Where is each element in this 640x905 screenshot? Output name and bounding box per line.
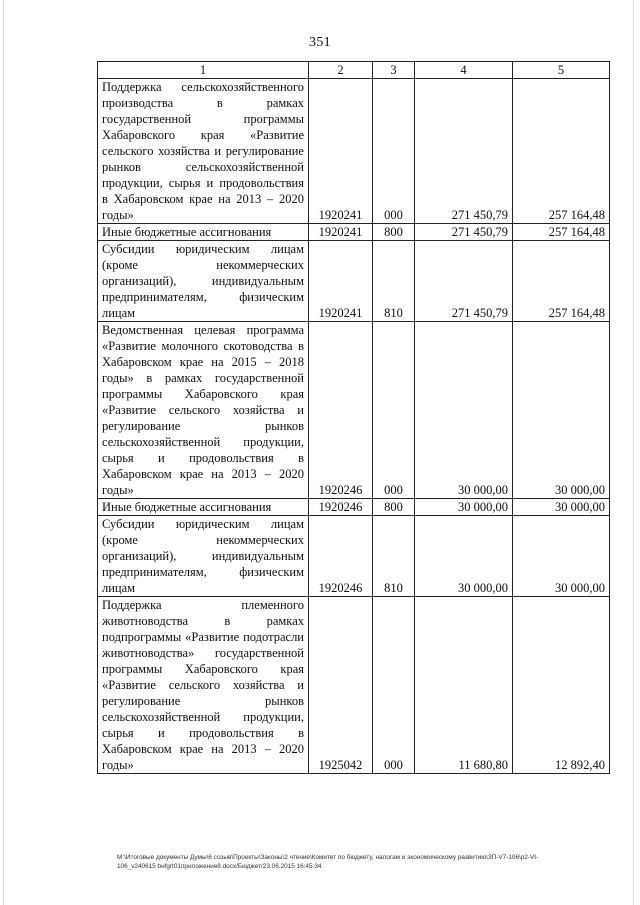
row-sum-1: 11 680,80 [415,597,513,774]
row-name: Иные бюджетные ассигнования [98,224,309,241]
row-code: 1925042 [309,597,373,774]
table-row [98,597,610,774]
row-code: 1920246 [309,499,373,516]
row-code: 1920246 [309,516,373,597]
footer-path-line-2: 106_v240615 bнfgrt01приложение8.docx/Бюджет/23.06.2015 16:45:34 [117,863,322,870]
table-row [98,79,610,224]
page-number: 351 [309,35,331,50]
scan-edge-left [3,0,4,905]
row-name: Субсидии юридическим лицам (кроме некоммерческих организаций), индивидуальным предпринимателям, физическим лицам [98,241,309,322]
row-sum-2: 257 164,48 [513,241,610,322]
footer-path-line-1: М:\Итоговые документы Думы\6 созыв\Проекты\Законы\2 чтение\Комитет по бюджету, налогам и экономическому развитию\ЗП-V7-106\р2-VI- [117,854,539,861]
row-sum-1: 271 450,79 [415,79,513,224]
row-sum-1: 271 450,79 [415,241,513,322]
table-row [98,499,610,516]
row-sum-2: 30 000,00 [513,499,610,516]
row-sum-2: 12 892,40 [513,597,610,774]
row-name: Иные бюджетные ассигнования [98,499,309,516]
row-type: 810 [373,241,415,322]
table-row [98,516,610,597]
row-type: 000 [373,79,415,224]
row-name: Субсидии юридическим лицам (кроме некоммерческих организаций), индивидуальным предпринимателям, физическим лицам [98,516,309,597]
budget-table [97,61,610,774]
table-header-row [98,62,610,79]
row-name: Поддержка сельскохозяйственного производства в рамках государственной программы Хабаровского края «Развитие сельского хозяйства и регулирование рынков сельскохозяйственной продукции, сырья и продовольствия в Хабаровском крае на 2013 – 2020 годы» [98,79,309,224]
row-sum-2: 30 000,00 [513,516,610,597]
header-col-2: 2 [309,62,373,79]
table-row [98,224,610,241]
header-col-3: 3 [373,62,415,79]
row-code: 1920241 [309,79,373,224]
header-col-1: 1 [98,62,309,79]
row-type: 000 [373,322,415,499]
row-name: Поддержка племенного животноводства в рамках подпрограммы «Развитие подотрасли животноводства» государственной программы Хабаровского края «Развитие сельского хозяйства и регулирование рынков сельскохозяйственной продукции, сырья и продовольствия в Хабаровском крае на 2013 – 2020 годы» [98,597,309,774]
table-row [98,241,610,322]
row-sum-2: 30 000,00 [513,322,610,499]
row-sum-1: 271 450,79 [415,224,513,241]
row-name: Ведомственная целевая программа «Развитие молочного скотоводства в Хабаровском крае на 2015 – 2018 годы» в рамках государственной программы Хабаровского края «Развитие сельского хозяйства и регулирование рынков сельскохозяйственной продукции, сырья и продовольствия в Хабаровском крае на 2013 – 2020 годы» [98,322,309,499]
row-sum-1: 30 000,00 [415,322,513,499]
row-code: 1920241 [309,241,373,322]
row-sum-1: 30 000,00 [415,499,513,516]
scan-edge-right [633,0,634,905]
table-row [98,322,610,499]
row-code: 1920246 [309,322,373,499]
header-col-5: 5 [513,62,610,79]
row-sum-1: 30 000,00 [415,516,513,597]
header-col-4: 4 [415,62,513,79]
row-type: 000 [373,597,415,774]
document-footer [117,853,622,871]
row-sum-2: 257 164,48 [513,79,610,224]
row-type: 810 [373,516,415,597]
row-code: 1920241 [309,224,373,241]
row-type: 800 [373,499,415,516]
row-sum-2: 257 164,48 [513,224,610,241]
row-type: 800 [373,224,415,241]
